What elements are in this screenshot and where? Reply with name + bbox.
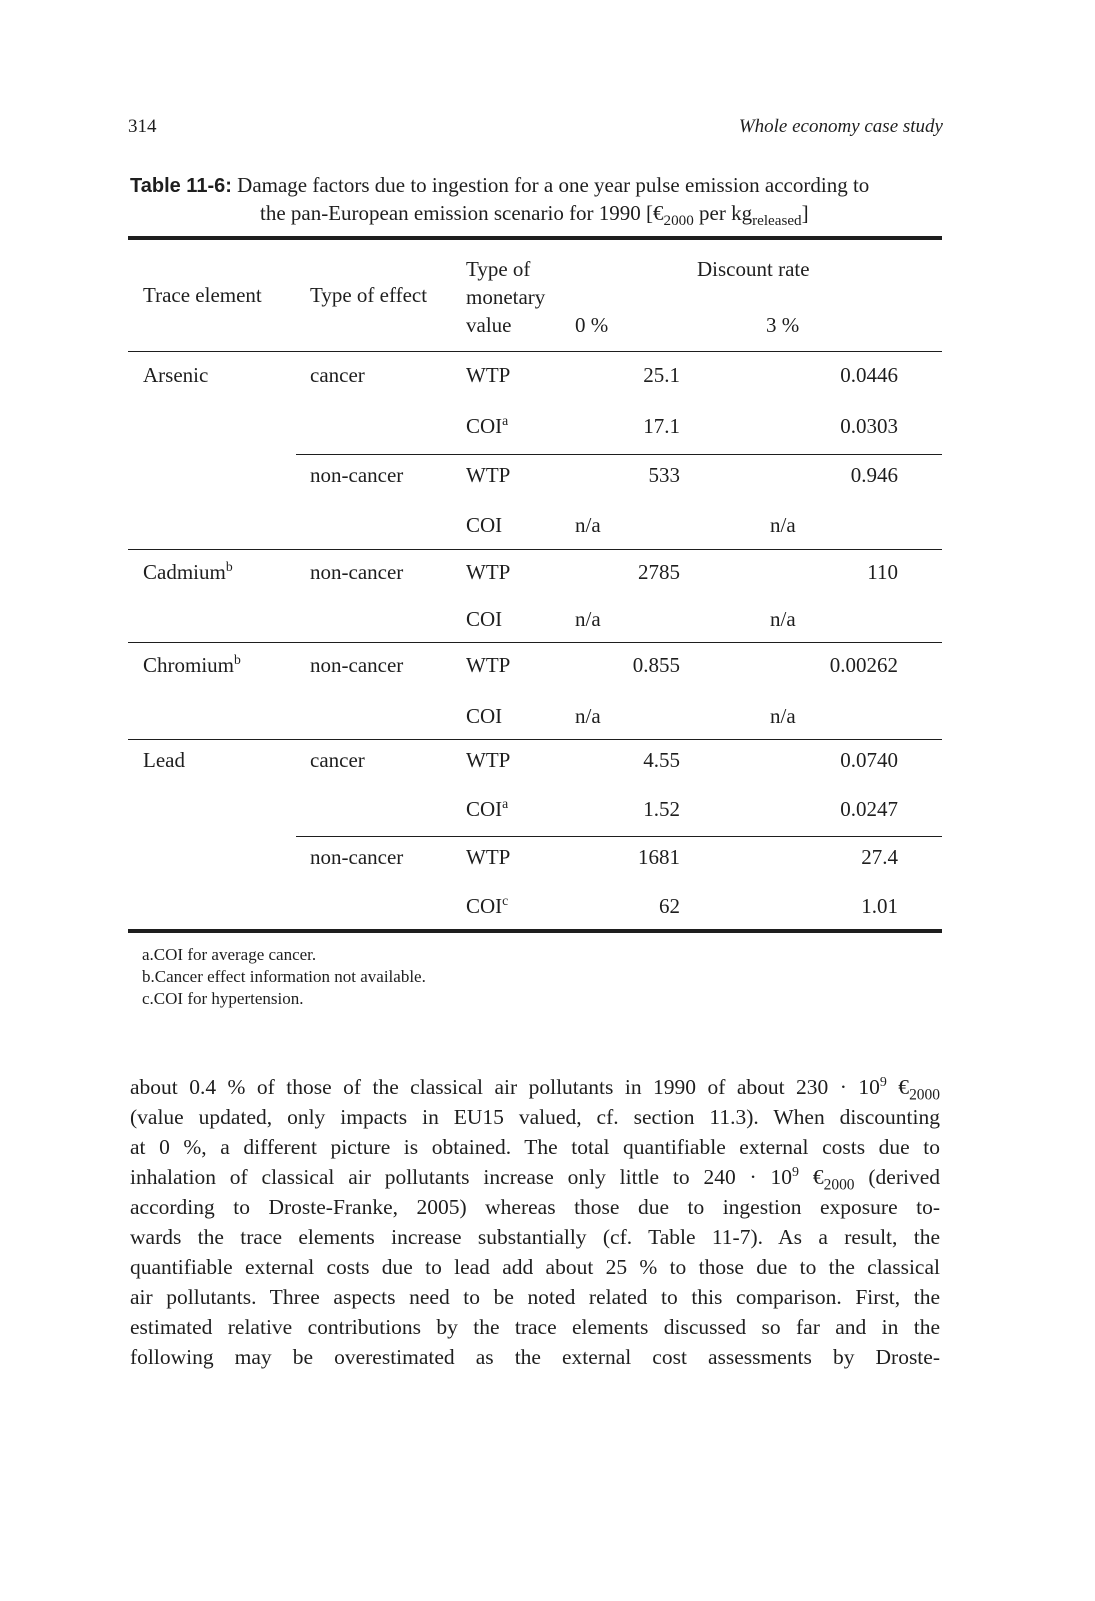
table-bottom-rule: [128, 929, 942, 933]
cell-value-rate-0: 62: [659, 894, 680, 918]
cadmium-bottom-rule: [128, 642, 942, 643]
cell-value-rate-3: 0.00262: [829, 653, 898, 677]
cell-value-rate-3: 1.01: [861, 894, 898, 918]
table-top-rule: [128, 236, 942, 240]
body-line: wards the trace elements increase substantially (cf. Table 11-7). As a result, the: [130, 1225, 940, 1249]
running-head: Whole economy case study: [738, 116, 943, 137]
cell-monetary-type: WTP: [466, 748, 511, 772]
cell-value-rate-0: n/a: [575, 704, 601, 728]
page-number: 314: [128, 116, 157, 137]
caption-label: Table 11-6:: [130, 175, 232, 197]
cell-value-rate-3: 0.0446: [840, 363, 898, 387]
cell-value-rate-0: n/a: [575, 513, 601, 537]
cell-value-rate-3: 27.4: [861, 845, 898, 869]
cell-value-rate-3: 0.0303: [840, 414, 898, 438]
cell-trace-element: Cadmium$^b$: [143, 559, 233, 584]
body-paragraph: [130, 1072, 940, 1372]
cell-monetary-type: COI: [466, 513, 503, 537]
caption-text-2e: ]: [801, 201, 809, 225]
cell-monetary-type: COI: [466, 704, 503, 728]
cell-type-of-effect: cancer: [310, 748, 365, 772]
cell-value-rate-3: 0.0247: [840, 797, 898, 821]
cell-type-of-effect: non-cancer: [310, 653, 404, 677]
caption-text-2c: per kg: [693, 201, 753, 225]
cell-value-rate-3: n/a: [770, 513, 796, 537]
cell-monetary-type: WTP: [466, 845, 511, 869]
cell-value-rate-0: 0.855: [632, 653, 680, 677]
body-line: (value updated, only impacts in EU15 valued, cf. section 11.3). When discounting: [130, 1105, 940, 1129]
header-trace-element: Trace element: [143, 283, 262, 307]
cell-trace-element: Arsenic: [143, 363, 209, 387]
table-footnotes: [142, 944, 426, 1010]
body-line: air pollutants. Three aspects need to be noted related to this comparison. First, the: [130, 1285, 940, 1309]
cell-trace-element: Lead: [143, 748, 185, 772]
cell-value-rate-3: 0.946: [850, 463, 898, 487]
cell-value-rate-0: 17.1: [643, 414, 680, 438]
cell-value-rate-0: 1.52: [643, 797, 680, 821]
cell-monetary-type: WTP: [466, 653, 511, 677]
cell-monetary-type: COI$^c$: [466, 893, 509, 918]
header-type-of-effect: Type of effect: [310, 283, 428, 307]
cell-value-rate-0: 533: [648, 463, 680, 487]
cell-value-rate-0: 2785: [638, 560, 680, 584]
body-line: about 0.4 % of those of the classical air pollutants in 1990 of about $230 \cdot 10^9$ $€_{2000}$: [130, 1074, 940, 1104]
arsenic-bottom-rule: [128, 549, 942, 550]
body-line: quantifiable external costs due to lead add about 25 % to those due to the classical: [130, 1255, 940, 1279]
caption-sub-year: 2000: [663, 213, 694, 230]
cell-value-rate-0: 4.55: [643, 748, 680, 772]
cell-value-rate-0: n/a: [575, 607, 601, 631]
caption-line-2: [130, 200, 950, 230]
cell-value-rate-3: n/a: [770, 607, 796, 631]
cell-monetary-type: COI$^a$: [466, 796, 509, 821]
footnote-a: a.COI for average cancer.: [142, 945, 317, 964]
header-monetary-line-2: monetary: [466, 285, 546, 309]
cell-type-of-effect: non-cancer: [310, 560, 404, 584]
cell-type-of-effect: non-cancer: [310, 845, 404, 869]
table-caption: [130, 172, 950, 230]
cell-monetary-type: WTP: [466, 363, 511, 387]
cell-value-rate-3: n/a: [770, 704, 796, 728]
header-rate-0: 0 %: [575, 313, 609, 337]
cell-monetary-type: WTP: [466, 463, 511, 487]
body-line: following may be overestimated as the external cost assessments by Droste-: [130, 1345, 940, 1369]
cell-value-rate-0: 1681: [638, 845, 680, 869]
cell-trace-element: Chromium$^b$: [143, 652, 241, 677]
cell-value-rate-3: 0.0740: [840, 748, 898, 772]
cell-monetary-type: COI$^a$: [466, 413, 509, 438]
header-bottom-rule: [128, 351, 942, 352]
cell-monetary-type: WTP: [466, 560, 511, 584]
cell-type-of-effect: non-cancer: [310, 463, 404, 487]
chromium-bottom-rule: [128, 739, 942, 740]
body-line: inhalation of classical air pollutants increase only little to $240 \cdot 10^9$ $€_{2000}$ (derived: [130, 1164, 940, 1194]
body-line: according to Droste-Franke, 2005) whereas those due to ingestion exposure to-: [130, 1195, 940, 1219]
body-line: at 0 %, a different picture is obtained. The total quantifiable external costs due to: [130, 1135, 940, 1159]
arsenic-cancer-divider: [296, 454, 942, 455]
lead-cancer-divider: [296, 836, 942, 837]
caption-text-1: Damage factors due to ingestion for a one year pulse emission according to: [237, 173, 870, 197]
footnote-c: c.COI for hypertension.: [142, 989, 304, 1008]
header-rate-3: 3 %: [766, 313, 800, 337]
caption-sub-released: released: [752, 213, 802, 230]
footnote-b: b.Cancer effect information not available.: [142, 967, 426, 986]
body-line: estimated relative contributions by the trace elements discussed so far and in the: [130, 1315, 940, 1339]
cell-type-of-effect: cancer: [310, 363, 365, 387]
header-monetary-line-3: value: [466, 313, 512, 337]
header-discount-rate: Discount rate: [697, 257, 810, 281]
caption-text-2a: the pan-European emission scenario for 1990 [€: [260, 201, 664, 225]
cell-monetary-type: COI: [466, 607, 503, 631]
cell-value-rate-0: 25.1: [643, 363, 680, 387]
cell-value-rate-3: 110: [867, 560, 898, 584]
header-monetary-line-1: Type of: [466, 257, 531, 281]
